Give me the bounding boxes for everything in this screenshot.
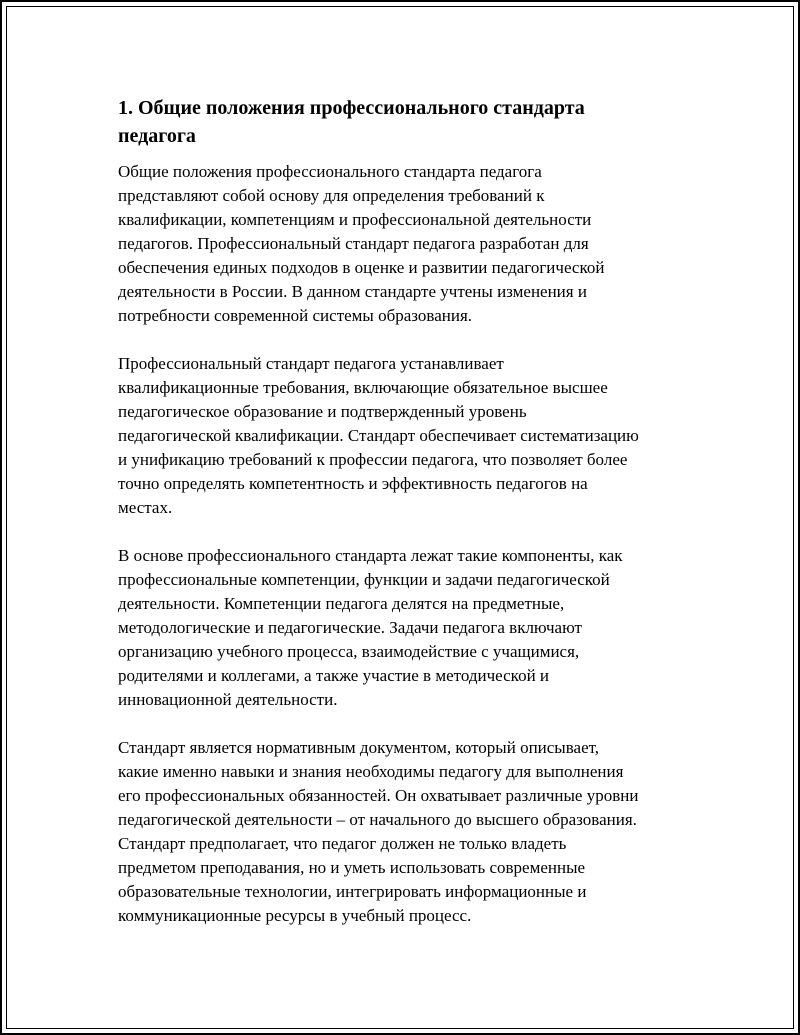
paragraph-line: представляют собой основу для определения требований к	[118, 186, 545, 205]
paragraph-1	[118, 160, 698, 328]
paragraph-2	[118, 352, 698, 520]
paragraph-line: и унификацию требований к профессии педагога, что позволяет более	[118, 450, 628, 469]
paragraph-line: квалификационные требования, включающие обязательное высшее	[118, 378, 608, 397]
paragraph-3	[118, 544, 698, 712]
paragraph-line: родителями и коллегами, а также участие в методической и	[118, 666, 550, 685]
paragraph-line: деятельности в России. В данном стандарте учтены изменения и	[118, 282, 587, 301]
paragraph-line: педагогов. Профессиональный стандарт педагога разработан для	[118, 234, 589, 253]
paragraph-line: Профессиональный стандарт педагога устанавливает	[118, 354, 504, 373]
paragraph-line: его профессиональных обязанностей. Он охватывает различные уровни	[118, 786, 639, 805]
paragraph-line: квалификации, компетенциям и профессиональной деятельности	[118, 210, 592, 229]
paragraph-line: организацию учебного процесса, взаимодействие с учащимися,	[118, 642, 580, 661]
paragraph-line: Стандарт является нормативным документом, который описывает,	[118, 738, 600, 757]
paragraph-line: деятельности. Компетенции педагога делятся на предметные,	[118, 594, 565, 613]
paragraph-line: Стандарт предполагает, что педагог должен не только владеть	[118, 834, 567, 853]
paragraph-4	[118, 736, 698, 928]
section-heading-line-2: педагога	[118, 125, 196, 147]
paragraph-line: инновационной деятельности.	[118, 690, 338, 709]
paragraph-line: методологические и педагогические. Задачи педагога включают	[118, 618, 582, 637]
paragraph-line: местах.	[118, 498, 173, 517]
document-body	[118, 94, 698, 952]
paragraph-line: коммуникационные ресурсы в учебный процесс.	[118, 906, 472, 925]
paragraph-line: профессиональные компетенции, функции и задачи педагогической	[118, 570, 610, 589]
paragraph-line: Общие положения профессионального стандарта педагога	[118, 162, 542, 181]
paragraph-line: педагогической квалификации. Стандарт обеспечивает систематизацию	[118, 426, 639, 445]
paragraph-line: педагогическое образование и подтвержденный уровень	[118, 402, 527, 421]
paragraph-line: точно определять компетентность и эффективность педагогов на	[118, 474, 588, 493]
paragraph-line: В основе профессионального стандарта лежат такие компоненты, как	[118, 546, 623, 565]
paragraph-line: обеспечения единых подходов в оценке и развитии педагогической	[118, 258, 605, 277]
paragraph-line: какие именно навыки и знания необходимы педагогу для выполнения	[118, 762, 624, 781]
paragraph-line: предметом преподавания, но и уметь использовать современные	[118, 858, 586, 877]
section-heading-line-1: 1. Общие положения профессионального стандарта	[118, 97, 585, 119]
section-heading	[118, 94, 698, 150]
paragraph-line: педагогической деятельности – от начального до высшего образования.	[118, 810, 637, 829]
paragraph-line: потребности современной системы образования.	[118, 306, 473, 325]
paragraph-line: образовательные технологии, интегрировать информационные и	[118, 882, 587, 901]
